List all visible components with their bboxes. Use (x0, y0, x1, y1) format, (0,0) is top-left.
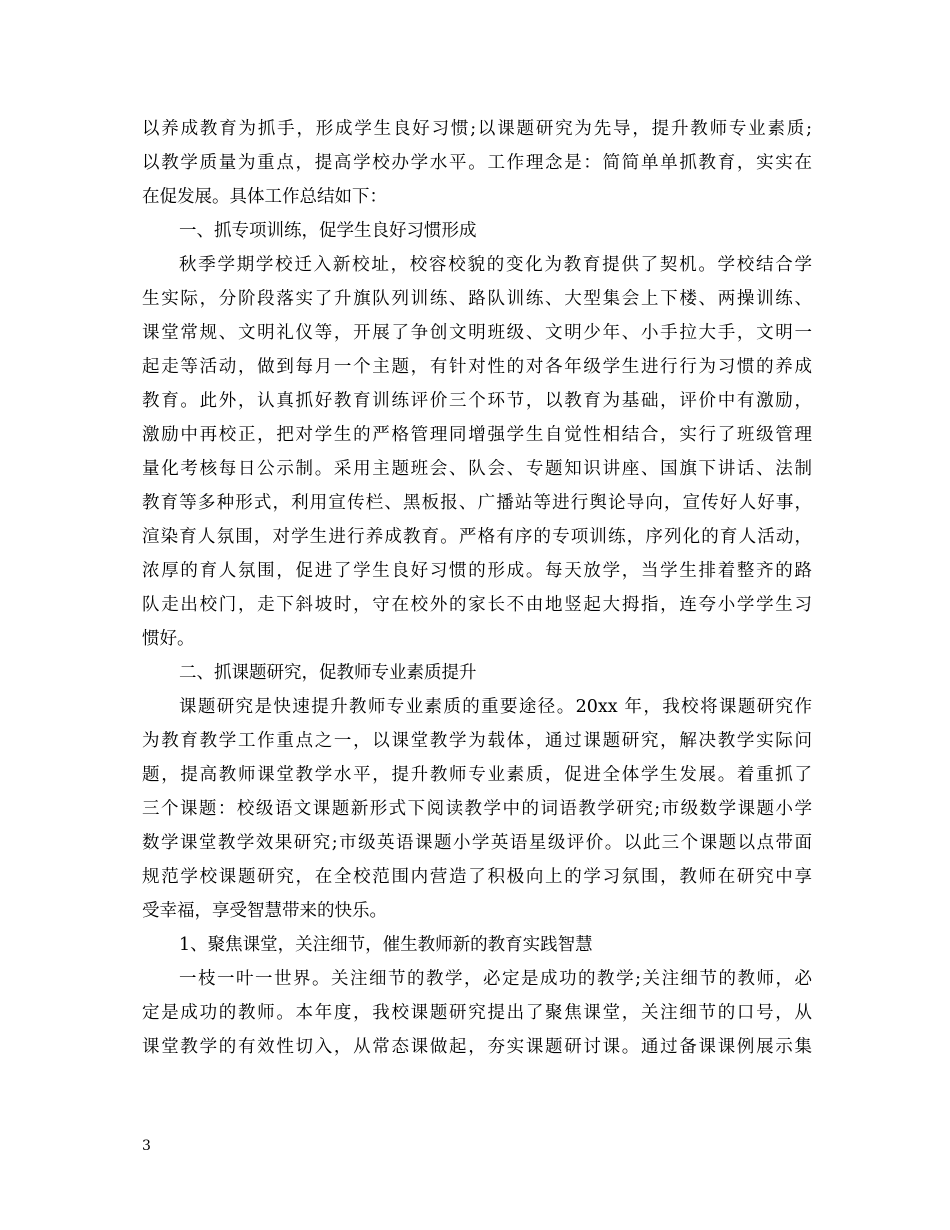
text-line: 课堂常规、文明礼仪等，开展了争创文明班级、文明少年、小手拉大手，文明一 (142, 323, 812, 343)
text-line: 惯好。 (142, 629, 195, 649)
text-line: 一枝一叶一世界。关注细节的教学，必定是成功的教学;关注细节的教师，必 (179, 969, 812, 989)
page-number: 3 (142, 1138, 151, 1154)
section-heading: 二、抓课题研究，促教师专业素质提升 (179, 663, 477, 683)
text-line: 量化考核每日公示制。采用主题班会、队会、专题知识讲座、国旗下讲话、法制 (142, 459, 812, 479)
text-line: 秋季学期学校迁入新校址，校容校貌的变化为教育提供了契机。学校结合学 (179, 255, 812, 275)
text-line: 三个课题：校级语文课题新形式下阅读教学中的词语教学研究;市级数学课题小学 (142, 799, 812, 819)
text-line: 数学课堂教学效果研究;市级英语课题小学英语星级评价。以此三个课题以点带面 (142, 833, 812, 853)
text-line: 课题研究是快速提升教师专业素质的重要途径。20xx 年，我校将课题研究作 (179, 697, 812, 717)
text-line: 题，提高教师课堂教学水平，提升教师专业素质，促进全体学生发展。着重抓了 (142, 765, 812, 785)
text-line: 定是成功的教师。本年度，我校课题研究提出了聚焦课堂，关注细节的口号，从 (142, 1003, 812, 1023)
subsection-heading: 1、聚焦课堂，关注细节，催生教师新的教育实践智慧 (179, 935, 593, 955)
text-line: 队走出校门，走下斜坡时，守在校外的家长不由地竖起大拇指，连夸小学学生习 (142, 595, 812, 615)
document-body (142, 112, 812, 1064)
text-line: 浓厚的育人氛围，促进了学生良好习惯的形成。每天放学，当学生排着整齐的路 (142, 561, 812, 581)
text-line: 为教育教学工作重点之一，以课堂教学为载体，通过课题研究，解决教学实际问 (142, 731, 812, 751)
text-line: 渲染育人氛围，对学生进行养成教育。严格有序的专项训练，序列化的育人活动， (142, 527, 812, 547)
text-line: 受幸福，享受智慧带来的快乐。 (142, 901, 387, 921)
text-line: 规范学校课题研究，在全校范围内营造了积极向上的学习氛围，教师在研究中享 (142, 867, 812, 887)
text-line: 课堂教学的有效性切入，从常态课做起，夯实课题研讨课。通过备课课例展示集 (142, 1037, 812, 1057)
text-line: 在促发展。具体工作总结如下： (142, 187, 387, 207)
section-heading: 一、抓专项训练，促学生良好习惯形成 (179, 221, 477, 241)
text-line: 教育。此外，认真抓好教育训练评价三个环节，以教育为基础，评价中有激励， (142, 391, 812, 411)
text-line: 以养成教育为抓手，形成学生良好习惯;以课题研究为先导，提升教师专业素质; (142, 119, 812, 139)
text-line: 起走等活动，做到每月一个主题，有针对性的对各年级学生进行行为习惯的养成 (142, 357, 812, 377)
text-line: 教育等多种形式，利用宣传栏、黑板报、广播站等进行舆论导向，宣传好人好事， (142, 493, 812, 513)
text-line: 激励中再校正，把对学生的严格管理同增强学生自觉性相结合，实行了班级管理 (142, 425, 812, 445)
text-line: 以教学质量为重点，提高学校办学水平。工作理念是：简简单单抓教育，实实在 (142, 153, 812, 173)
text-line: 生实际，分阶段落实了升旗队列训练、路队训练、大型集会上下楼、两操训练、 (142, 289, 812, 309)
